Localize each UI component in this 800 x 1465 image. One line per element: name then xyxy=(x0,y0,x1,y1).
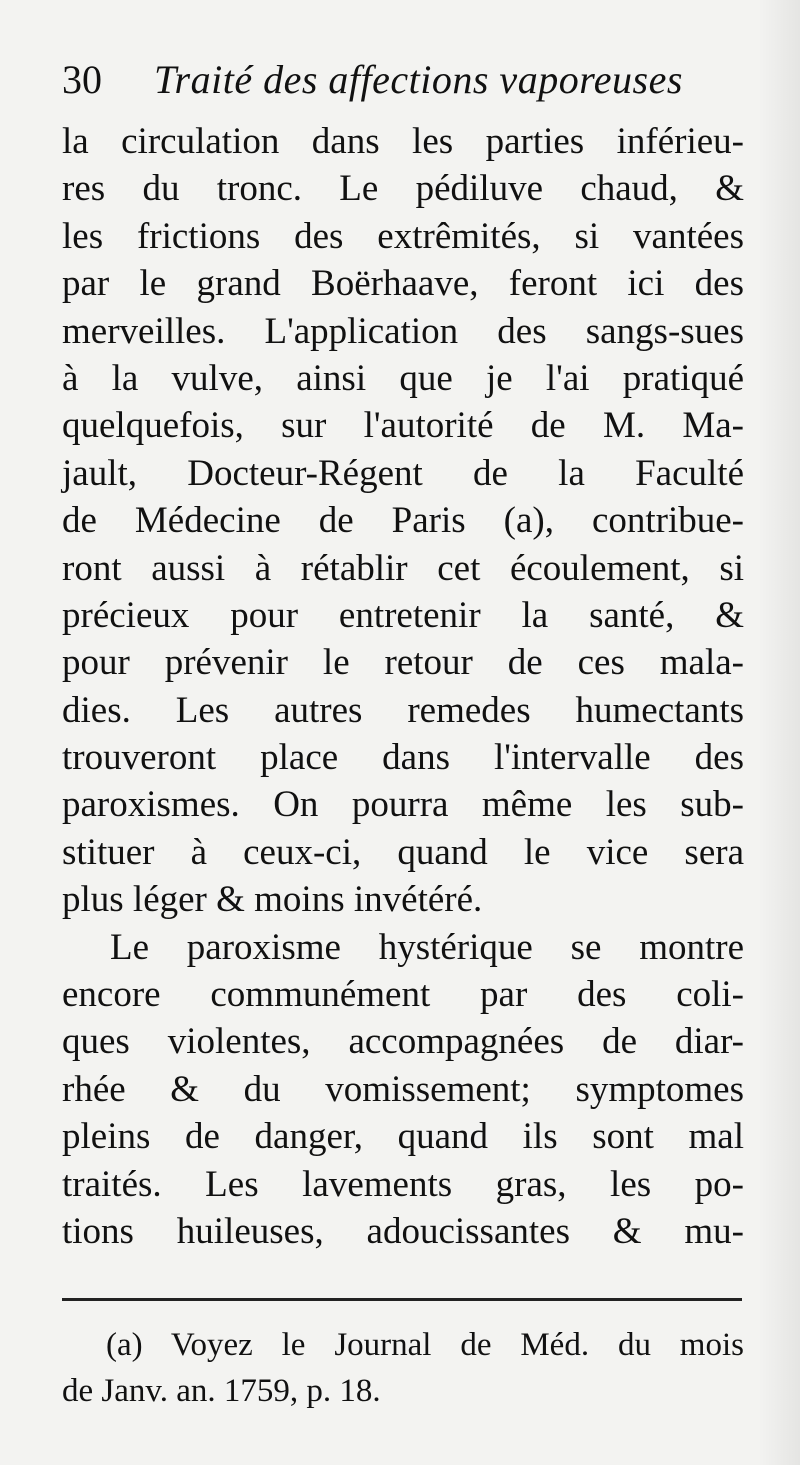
text-line: pleins de danger, quand ils sont mal xyxy=(62,1116,744,1158)
text-line: dies. Les autres remedes humectants xyxy=(62,689,744,731)
text-line: la circulation dans les parties inférieu- xyxy=(62,121,744,162)
page-header xyxy=(62,50,722,110)
text-line: traités. Les lavements gras, les po- xyxy=(62,1163,744,1205)
page-edge-shadow xyxy=(758,0,800,1465)
text-line: ques violentes, accompagnées de diar- xyxy=(62,1021,744,1063)
text-line: res du tronc. Le pédiluve chaud, & xyxy=(62,168,744,210)
text-line: ront aussi à rétablir cet écoulement, si xyxy=(62,547,744,589)
text-line-paragraph-start: Le paroxisme hystérique se montre xyxy=(110,926,744,968)
text-line: de Médecine de Paris (a), contribue- xyxy=(62,500,744,542)
footnote-line: (a) Voyez le Journal de Méd. du mois xyxy=(106,1327,744,1363)
text-line: à la vulve, ainsi que je l'ai pratiqué xyxy=(62,357,744,399)
text-line: trouveront place dans l'intervalle des xyxy=(62,737,744,779)
body-text xyxy=(62,118,744,1255)
text-line: tions huileuses, adoucissantes & mu- xyxy=(62,1210,744,1252)
text-line: par le grand Boërhaave, feront ici des xyxy=(62,263,744,305)
text-line: merveilles. L'application des sangs-sues xyxy=(62,310,744,352)
text-line: précieux pour entretenir la santé, & xyxy=(62,594,744,636)
footnote xyxy=(62,1322,744,1414)
text-line: rhée & du vomissement; symptomes xyxy=(62,1068,744,1110)
text-line: les frictions des extrêmités, si vantées xyxy=(62,215,744,257)
text-line: jault, Docteur-Régent de la Faculté xyxy=(62,452,744,494)
text-line: quelquefois, sur l'autorité de M. Ma- xyxy=(62,405,744,447)
running-title: Traité des affections vaporeuses xyxy=(154,57,683,102)
text-line-paragraph-end: plus léger & moins invétéré. xyxy=(62,879,483,921)
text-line: encore communément par des coli- xyxy=(62,974,744,1016)
text-line: pour prévenir le retour de ces mala- xyxy=(62,642,744,684)
text-line: stituer à ceux-ci, quand le vice sera xyxy=(62,831,744,873)
footnote-line: de Janv. an. 1759, p. 18. xyxy=(62,1373,381,1409)
text-line: paroxismes. On pourra même les sub- xyxy=(62,784,744,826)
page-number: 30 xyxy=(62,57,102,102)
footnote-rule xyxy=(62,1298,742,1301)
